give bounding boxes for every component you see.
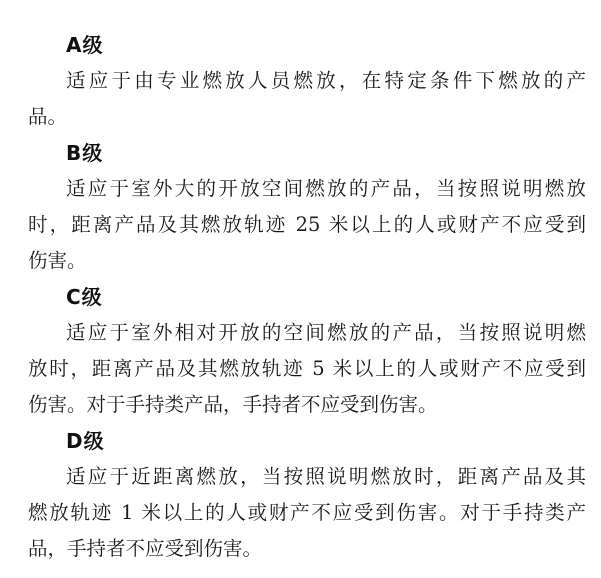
section-a-heading: A级	[66, 33, 104, 57]
section-b-line-1: 适应于室外大的开放空间燃放的产品，当按照说明燃放	[66, 177, 586, 200]
section-b-line-3: 伤害。	[28, 249, 87, 272]
section-c-line-2: 放时，距离产品及其燃放轨迹 5 米以上的人或财产不应受到	[28, 357, 586, 380]
section-a-line-2: 品。	[28, 105, 68, 128]
section-d-line-2: 燃放轨迹 1 米以上的人或财产不应受到伤害。对于手持类产	[28, 501, 586, 524]
section-d-heading: D级	[66, 429, 105, 453]
section-b-heading: B级	[66, 141, 104, 165]
section-d-line-3: 品，手持者不应受到伤害。	[28, 537, 263, 560]
section-c-line-1: 适应于室外相对开放的空间燃放的产品，当按照说明燃	[66, 321, 586, 344]
section-c-heading: C级	[66, 285, 103, 309]
section-b-line-2: 时，距离产品及其燃放轨迹 25 米以上的人或财产不应受到	[28, 213, 586, 236]
section-a-line-1: 适应于由专业燃放人员燃放，在特定条件下燃放的产	[66, 69, 586, 92]
section-d-line-1: 适应于近距离燃放，当按照说明燃放时，距离产品及其	[66, 465, 586, 488]
section-c-line-3: 伤害。对于手持类产品，手持者不应受到伤害。	[28, 393, 438, 416]
